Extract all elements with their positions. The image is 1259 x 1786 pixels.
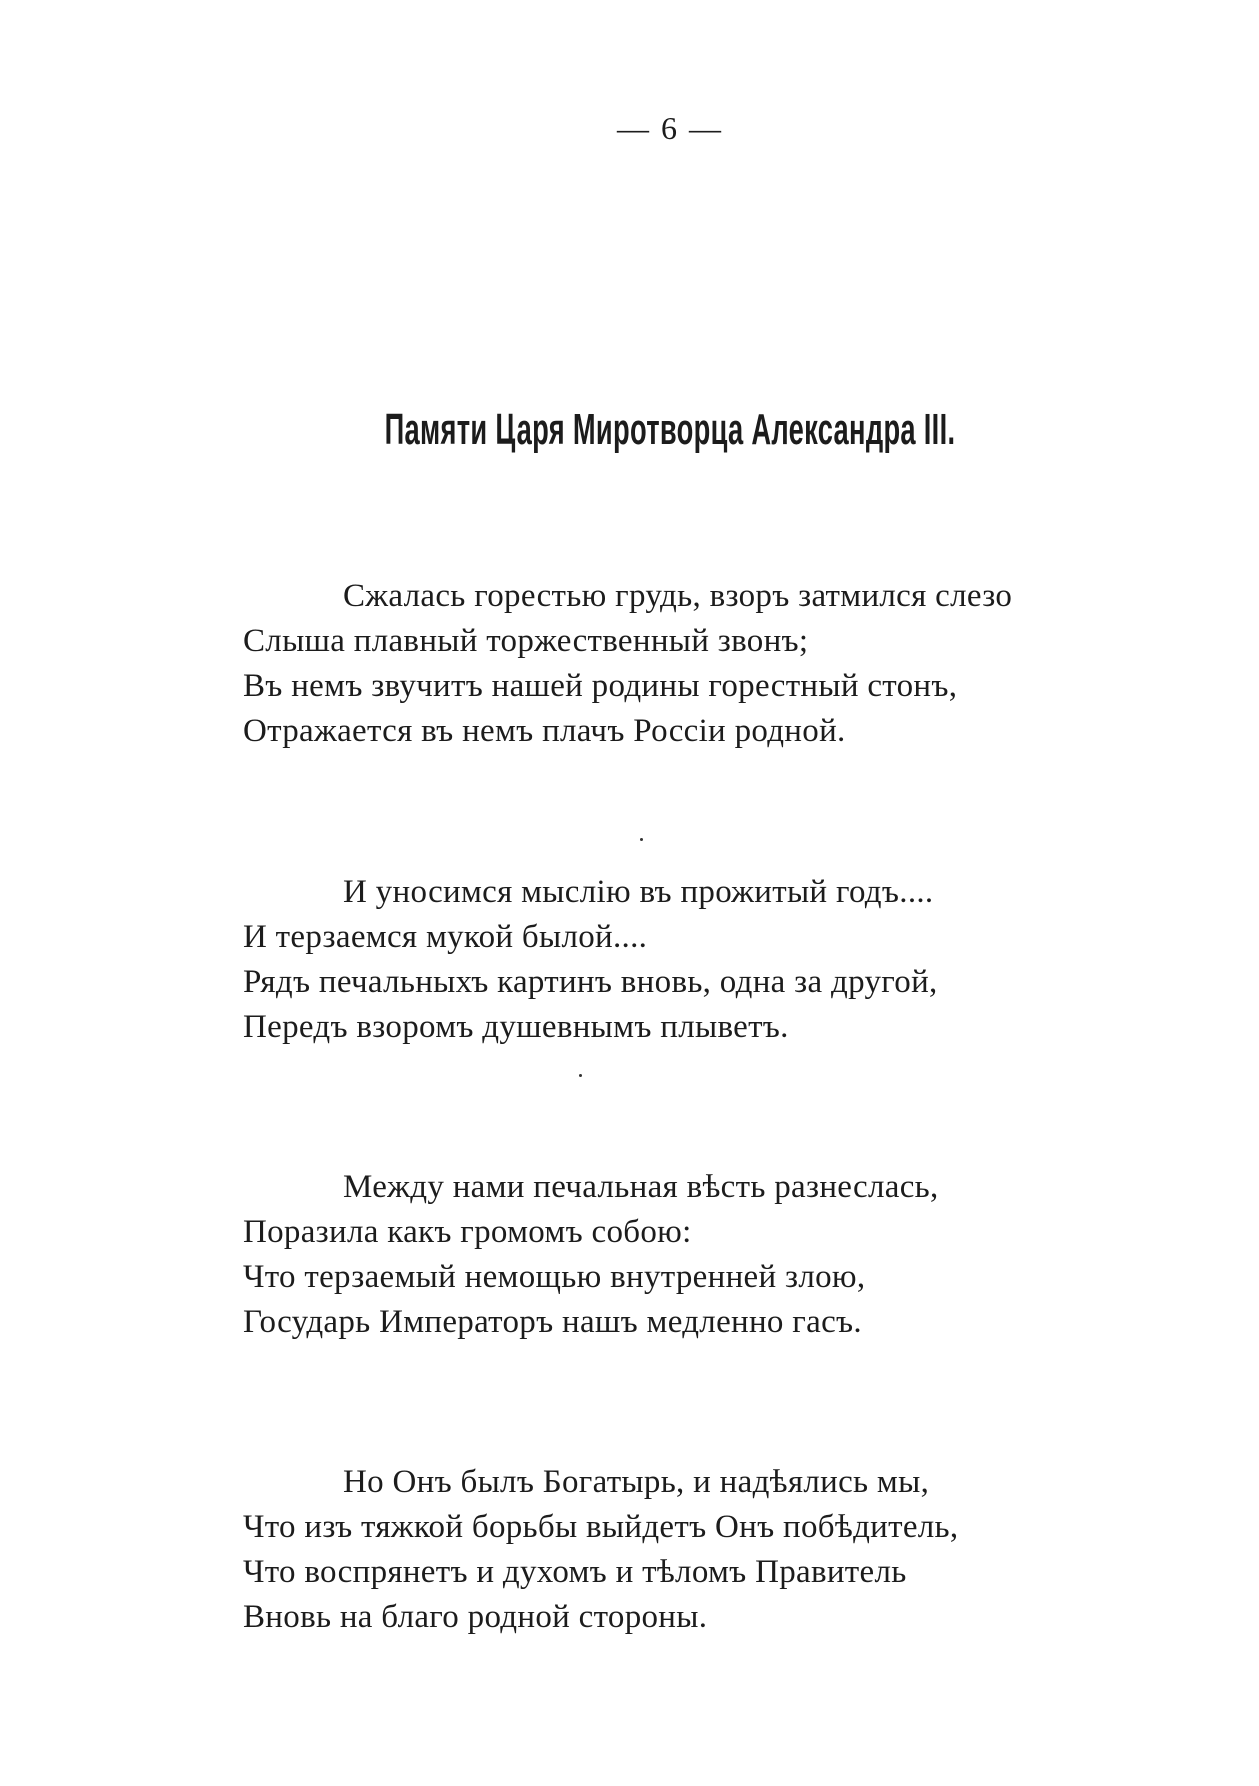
stanza (243, 1165, 1163, 1345)
poem-line: Слыша плавный торжественный звонъ; (243, 623, 809, 659)
poem-line: Но Онъ былъ Богатырь, и надѣялись мы, (343, 1464, 930, 1500)
poem-line: Сжалась горестью грудь, взоръ затмился слезо (343, 578, 1013, 614)
poem-line: Передъ взоромъ душевнымъ плыветъ. (243, 1009, 789, 1045)
poem-line: И терзаемся мукой былой.... (243, 919, 648, 955)
poem-line: Между нами печальная вѣсть разнеслась, (343, 1169, 939, 1205)
poem-title: Памяти Царя Миротворца Александра III. (384, 405, 956, 454)
poem-line: Что изъ тяжкой борьбы выйдетъ Онъ побѣдитель, (243, 1509, 959, 1545)
page-number: — 6 — (617, 110, 723, 146)
poem-line: Рядъ печальныхъ картинъ вновь, одна за другой, (243, 964, 938, 1000)
poem-line: Отражается въ немъ плачъ Россiи родной. (243, 713, 846, 749)
stanza (243, 574, 1163, 754)
poem-line: Что терзаемый немощью внутренней злою, (243, 1259, 866, 1295)
poem-line: Государь Императоръ нашъ медленно гасъ. (243, 1304, 862, 1340)
ink-speck (640, 838, 643, 841)
poem-line: Въ немъ звучитъ нашей родины горестный стонъ, (243, 668, 958, 704)
poem-line: И уносимся мыслiю въ прожитый годъ.... (343, 874, 934, 910)
ink-speck (579, 1074, 582, 1077)
poem-line: Что воспрянетъ и духомъ и тѣломъ Правитель (243, 1554, 907, 1590)
poem-line: Вновь на благо родной стороны. (243, 1599, 708, 1635)
stanza (243, 870, 1163, 1050)
poem-line: Поразила какъ громомъ собою: (243, 1214, 692, 1250)
stanza (243, 1460, 1163, 1640)
